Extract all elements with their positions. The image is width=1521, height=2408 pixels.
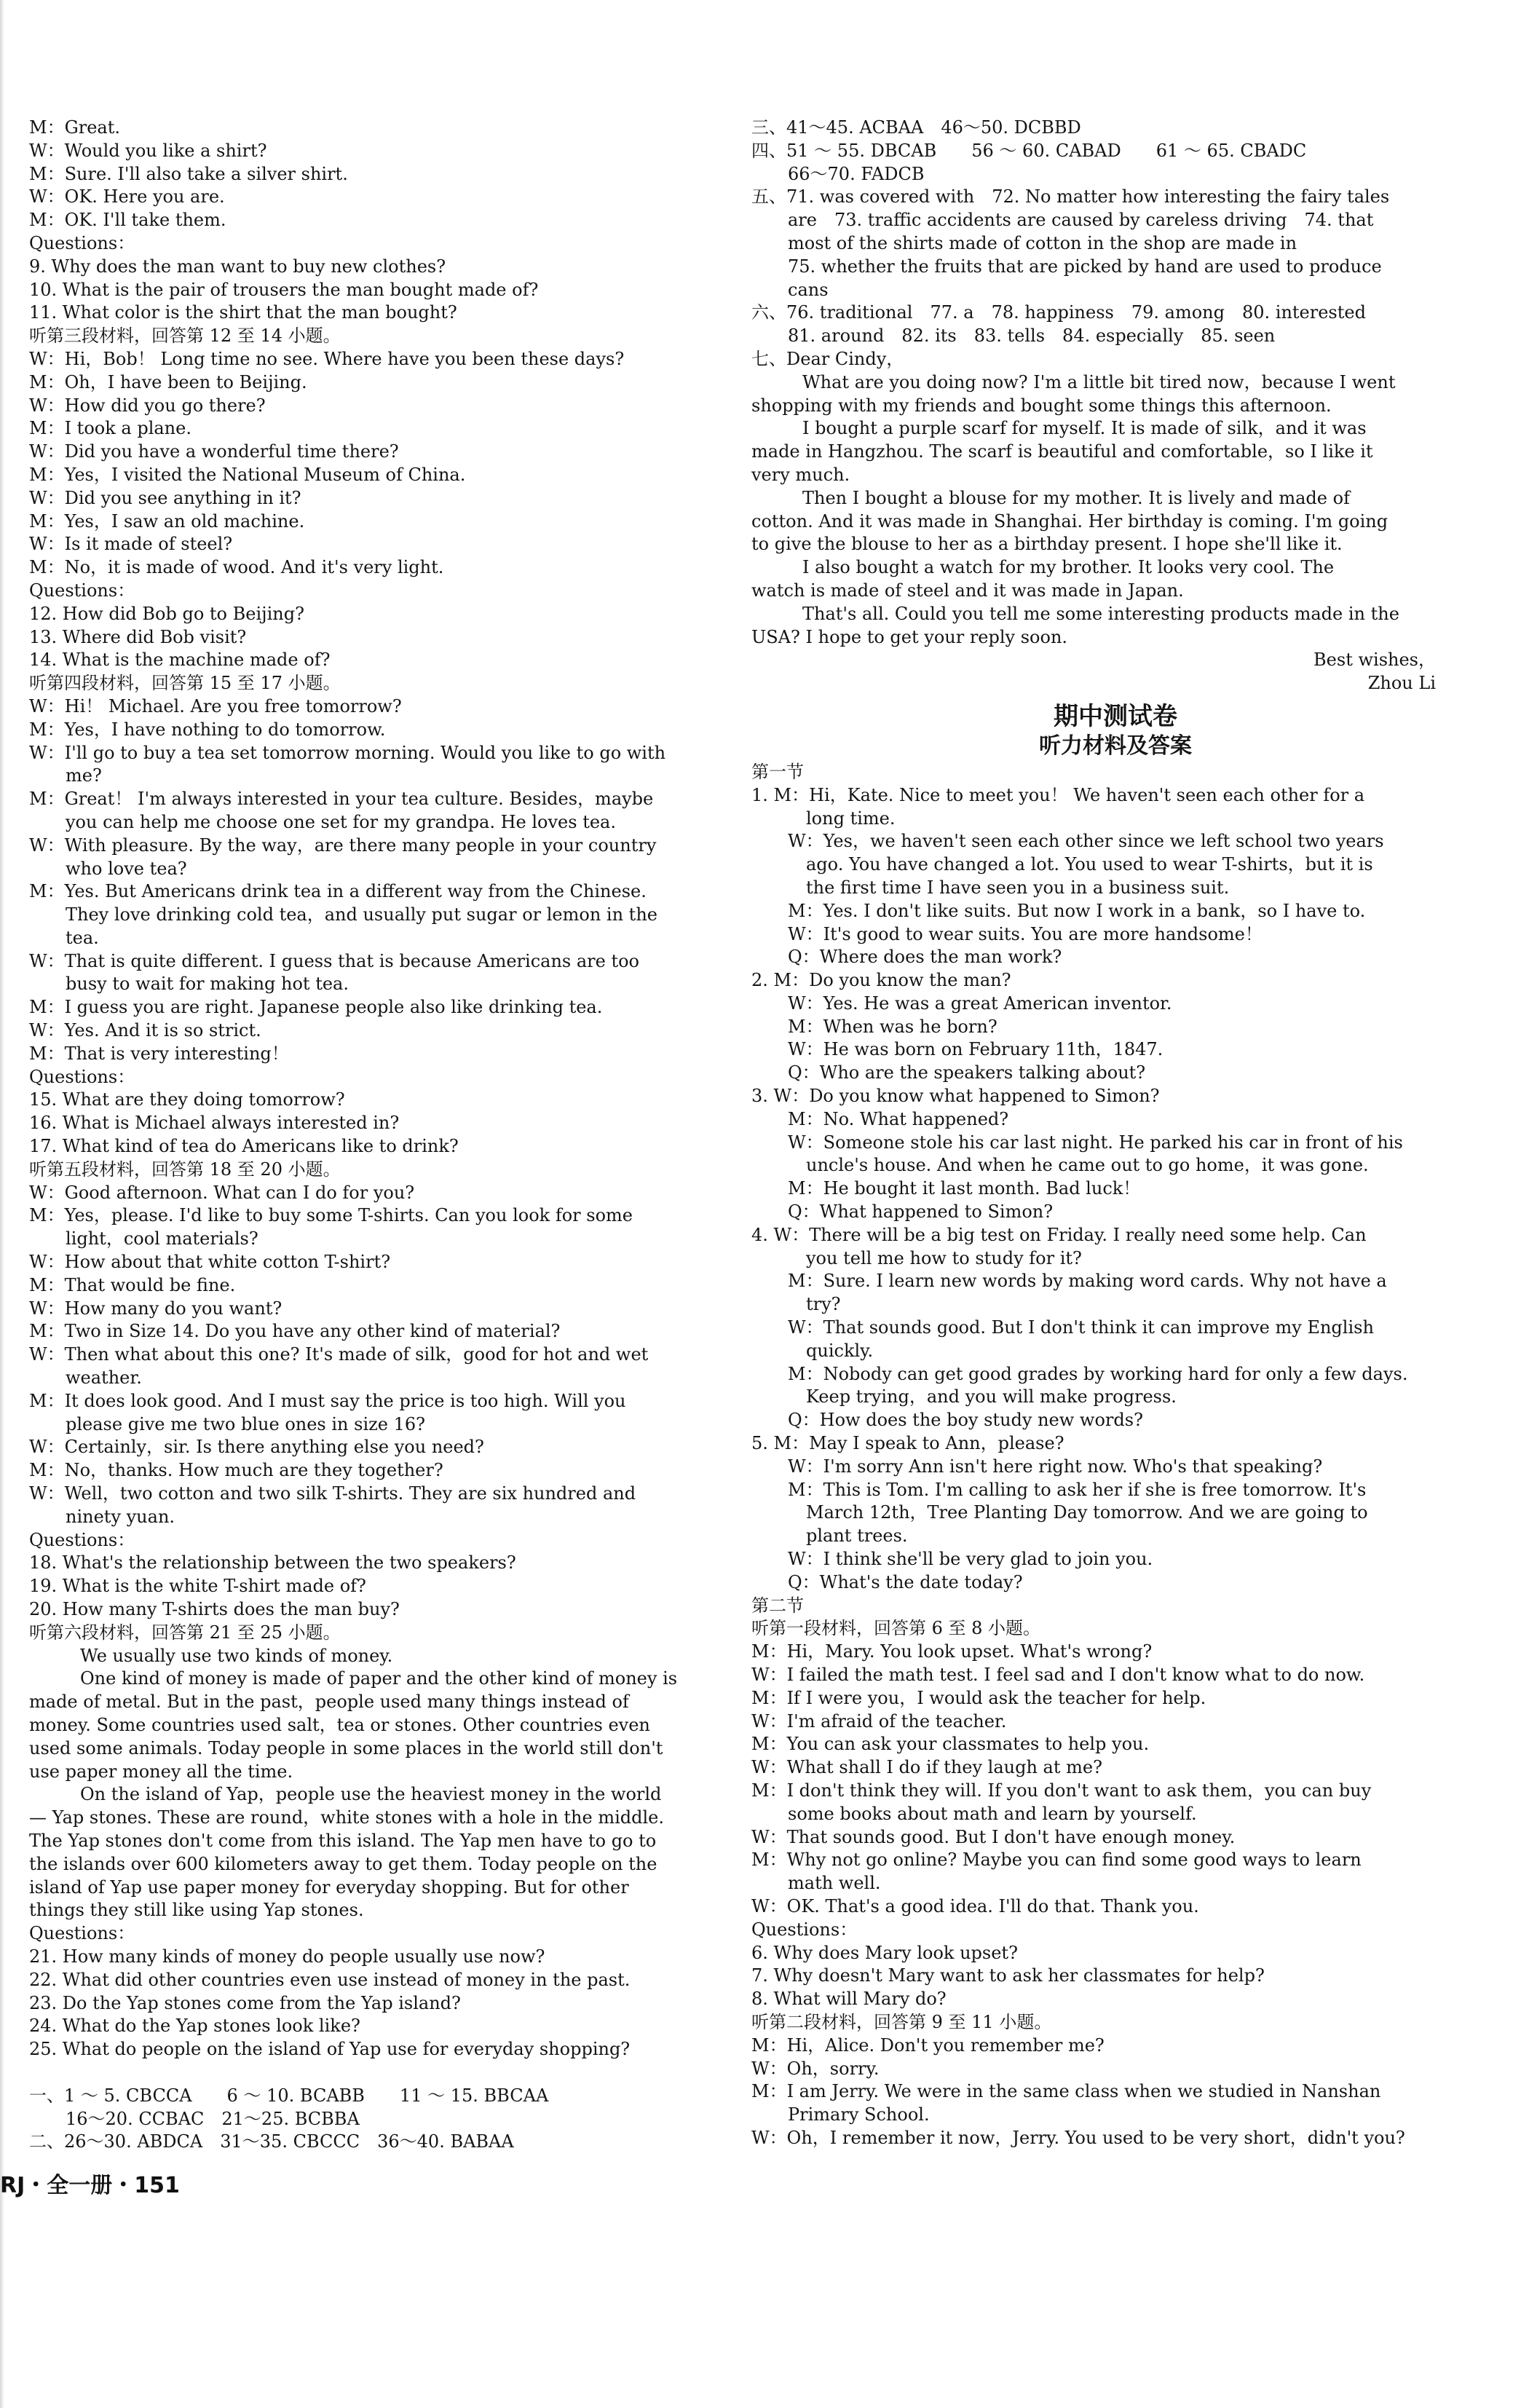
right-text-line: W：I'm afraid of the teacher.	[751, 1710, 1007, 1732]
right-text-line: 66～70. FADCB	[788, 163, 925, 184]
left-text-line: 10. What is the pair of trousers the man bought made of?	[29, 279, 539, 300]
left-text-line: W：How many do you want?	[29, 1298, 283, 1319]
left-text-line: M：No，it is made of wood. And it's very light.	[29, 557, 444, 578]
left-text-line: W：Yes. And it is so strict.	[29, 1020, 261, 1041]
right-text-line: M：When was he born?	[788, 1016, 997, 1037]
binding-edge	[0, 0, 4, 2408]
left-text-line: W：Certainly，sir. Is there anything else you need?	[29, 1437, 484, 1458]
right-text-line: W：Yes，we haven't seen each other since we left school two years	[788, 831, 1384, 852]
left-text-line: M：Yes，I saw an old machine.	[29, 510, 305, 532]
right-text-line: 1. M：Hi，Kate. Nice to meet you！ We haven't seen each other for a	[751, 784, 1365, 805]
left-text-line: M：Yes，please. I'd like to buy some T-shirts. Can you look for some	[29, 1205, 633, 1226]
right-text-line: Q：What's the date today?	[788, 1571, 1023, 1592]
right-text-line: 3. W：Do you know what happened to Simon?	[751, 1086, 1160, 1107]
right-text-line: are 73. traffic accidents are caused by careless driving 74. that	[788, 210, 1374, 231]
right-text-line: W：I'm sorry Ann isn't here right now. Who's that speaking?	[788, 1456, 1323, 1477]
left-text-line: M：Yes，I have nothing to do tomorrow.	[29, 719, 386, 740]
left-text-line: M：Sure. I'll also take a silver shirt.	[29, 163, 348, 184]
left-text-line: island of Yap use paper money for everyday shopping. But for other	[29, 1876, 629, 1898]
left-text-line: busy to wait for making hot tea.	[66, 974, 349, 995]
right-text-line: 6. Why does Mary look upset?	[751, 1942, 1018, 1963]
left-text-line: ninety yuan.	[66, 1506, 175, 1527]
right-text-line: Q：How does the boy study new words?	[788, 1410, 1143, 1431]
right-text-line: M：This is Tom. I'm calling to ask her if she is free tomorrow. It's	[788, 1479, 1367, 1500]
right-text-line: 81. around 82. its 83. tells 84. especially 85. seen	[788, 325, 1276, 347]
left-text-line: Questions：	[29, 1923, 135, 1944]
left-text-line: W：With pleasure. By the way，are there many people in your country	[29, 834, 657, 856]
left-text-line: 17. What kind of tea do Americans like to drink?	[29, 1136, 459, 1157]
left-text-line: W：Hi！ Michael. Are you free tomorrow?	[29, 695, 402, 717]
left-text-line: money. Some countries used salt，tea or stones. Other countries even	[29, 1714, 650, 1735]
right-text-line: very much.	[751, 464, 850, 485]
right-text-line: 三、41～45. ACBAA 46～50. DCBBD	[751, 117, 1081, 138]
right-text-line: W：That sounds good. But I don't think it can improve my English	[788, 1317, 1374, 1338]
right-text-line: shopping with my friends and bought some things this afternoon.	[751, 395, 1332, 416]
right-text-line: 听第二段材料，回答第 9 至 11 小题。	[751, 2011, 1052, 2032]
left-text-line: M：That would be fine.	[29, 1274, 236, 1295]
right-text-line: Zhou Li	[1367, 673, 1436, 694]
right-text-line: 六、76. traditional 77. a 78. happiness 79. among 80. interested	[751, 302, 1366, 323]
right-text-line: M：I am Jerry. We were in the same class when we studied in Nanshan	[751, 2081, 1381, 2102]
left-text-line: Questions：	[29, 1066, 135, 1087]
left-text-line: M：It does look good. And I must say the price is too high. Will you	[29, 1390, 626, 1411]
right-text-line: Then I bought a blouse for my mother. It is lively and made of	[802, 487, 1350, 508]
left-text-line: who love tea?	[66, 858, 187, 879]
left-text-line: W：Hi，Bob！ Long time no see. Where have you been these days?	[29, 348, 625, 369]
right-text-line: W：That sounds good. But I don't have enough money.	[751, 1826, 1236, 1847]
left-column	[29, 117, 684, 2154]
right-text-line: ago. You have changed a lot. You used to wear T-shirts，but it is	[806, 854, 1373, 875]
left-text-line: M：Yes. But Americans drink tea in a different way from the Chinese.	[29, 881, 647, 902]
right-text-line: 第二节	[751, 1595, 804, 1616]
right-text-line: W：Oh，I remember it now，Jerry. You used to be very short，didn't you?	[751, 2127, 1405, 2148]
right-text-line: 8. What will Mary do?	[751, 1989, 947, 2010]
left-text-line: 11. What color is the shirt that the man bought?	[29, 302, 457, 323]
left-text-line: On the island of Yap，people use the heaviest money in the world	[80, 1784, 662, 1805]
right-text-line: 5. M：May I speak to Ann，please?	[751, 1433, 1064, 1454]
right-text-line: I bought a purple scarf for myself. It is made of silk，and it was	[802, 418, 1367, 439]
right-text-line: W：I failed the math test. I feel sad and I don't know what to do now.	[751, 1665, 1365, 1685]
right-text-line: W：I think she'll be very glad to join you.	[788, 1549, 1153, 1570]
right-text-line: 2. M：Do you know the man?	[751, 970, 1011, 991]
left-text-line: 16. What is Michael always interested in?	[29, 1113, 400, 1134]
right-text-line: W：What shall I do if they laugh at me?	[751, 1757, 1102, 1778]
right-text-line: W：Yes. He was a great American inventor.	[788, 992, 1172, 1014]
left-text-line: 15. What are they doing tomorrow?	[29, 1089, 345, 1110]
right-text-line: Questions：	[751, 1919, 858, 1940]
right-text-line: math well.	[788, 1873, 881, 1894]
left-text-line: use paper money all the time.	[29, 1761, 293, 1782]
left-text-line: 22. What did other countries even use instead of money in the past.	[29, 1969, 631, 1990]
right-text-line: M：You can ask your classmates to help you.	[751, 1734, 1150, 1755]
right-text-line: watch is made of steel and it was made in Japan.	[751, 580, 1184, 601]
left-text-line: 24. What do the Yap stones look like?	[29, 2016, 360, 2037]
right-text-line: M：I don't think they will. If you don't want to ask them，you can buy	[751, 1780, 1372, 1801]
left-text-line: W：Would you like a shirt?	[29, 140, 267, 161]
left-text-line: The Yap stones don't come from this island. The Yap men have to go to	[29, 1830, 657, 1851]
left-text-line: things they still like using Yap stones.	[29, 1900, 364, 1921]
right-text-line: 听第一段材料，回答第 6 至 8 小题。	[751, 1618, 1041, 1639]
left-text-line: M：OK. I'll take them.	[29, 210, 226, 231]
left-text-line: W：Then what about this one? It's made of silk，good for hot and wet	[29, 1344, 649, 1365]
right-text-line: 期中测试卷	[1054, 701, 1177, 731]
left-text-line: 23. Do the Yap stones come from the Yap island?	[29, 1992, 461, 2013]
left-text-line: me?	[66, 765, 102, 786]
left-text-line: M：Great！ I'm always interested in your tea culture. Besides，maybe	[29, 789, 654, 810]
left-text-line: 二、26～30. ABDCA 31～35. CBCCC 36～40. BABAA	[29, 2131, 514, 2152]
right-text-line: I also bought a watch for my brother. It looks very cool. The	[802, 557, 1335, 578]
left-text-line: 18. What's the relationship between the two speakers?	[29, 1552, 516, 1574]
right-text-line: W：OK. That's a good idea. I'll do that. Thank you.	[751, 1895, 1199, 1916]
right-text-line: What are you doing now? I'm a little bit tired now，because I went	[802, 371, 1396, 392]
left-text-line: 14. What is the machine made of?	[29, 650, 331, 671]
right-text-line: M：Hi，Mary. You look upset. What's wrong?	[751, 1641, 1153, 1662]
right-text-line: long time.	[806, 808, 896, 829]
left-text-line: tea.	[66, 927, 99, 948]
left-text-line: 听第三段材料，回答第 12 至 14 小题。	[29, 325, 341, 347]
right-text-line: M：He bought it last month. Bad luck！	[788, 1178, 1141, 1199]
right-text-line: M：If I were you，I would ask the teacher for help.	[751, 1687, 1206, 1708]
left-text-line: 16～20. CCBAC 21～25. BCBBA	[66, 2108, 360, 2129]
left-text-line: They love drinking cold tea，and usually put sugar or lemon in the	[66, 904, 657, 925]
left-text-line: 听第五段材料，回答第 18 至 20 小题。	[29, 1158, 341, 1180]
left-text-line: M：Two in Size 14. Do you have any other kind of material?	[29, 1321, 561, 1342]
left-text-line: W：How about that white cotton T-shirt?	[29, 1252, 391, 1273]
right-text-line: 4. W：There will be a big test on Friday. I really need some help. Can	[751, 1224, 1367, 1245]
right-text-line: M：Hi，Alice. Don't you remember me?	[751, 2034, 1105, 2056]
left-text-line: W：Did you have a wonderful time there?	[29, 441, 399, 462]
right-text-line: 75. whether the fruits that are picked by hand are used to produce	[788, 256, 1382, 277]
right-text-line: 7. Why doesn't Mary want to ask her classmates for help?	[751, 1965, 1265, 1986]
page-footer: RJ・全一册・151	[0, 2173, 180, 2198]
right-text-line: That's all. Could you tell me some interesting products made in the	[802, 603, 1399, 624]
left-text-line: One kind of money is made of paper and the other kind of money is	[80, 1668, 678, 1689]
left-text-line: M：That is very interesting！	[29, 1043, 289, 1064]
left-text-line: 9. Why does the man want to buy new clothes?	[29, 256, 446, 277]
left-text-line: 听第六段材料，回答第 21 至 25 小题。	[29, 1622, 341, 1643]
left-text-line: We usually use two kinds of money.	[80, 1645, 393, 1666]
left-text-line: M：Yes，I visited the National Museum of China.	[29, 464, 466, 485]
right-text-line: uncle's house. And when he came out to go home，it was gone.	[806, 1155, 1369, 1176]
right-text-line: Q：What happened to Simon?	[788, 1201, 1054, 1223]
left-text-line: W：I'll go to buy a tea set tomorrow morning. Would you like to go with	[29, 742, 666, 763]
left-text-line: W：Did you see anything in it?	[29, 487, 301, 508]
right-text-line: W：It's good to wear suits. You are more handsome！	[788, 923, 1263, 944]
right-text-line: W：He was born on February 11th，1847.	[788, 1039, 1164, 1060]
right-text-line: Keep trying，and you will make progress.	[806, 1386, 1177, 1408]
right-text-line: quickly.	[806, 1340, 874, 1361]
left-text-line: made of metal. But in the past，people used many things instead of	[29, 1691, 629, 1713]
right-text-line: cans	[788, 279, 829, 300]
right-text-line: M：Nobody can get good grades by working hard for only a few days.	[788, 1363, 1408, 1384]
left-text-line: Questions：	[29, 232, 135, 253]
right-text-line: 四、51 ～ 55. DBCAB 56 ～ 60. CABAD 61 ～ 65. CBADC	[751, 140, 1307, 161]
left-text-line: 19. What is the white T-shirt made of?	[29, 1576, 366, 1597]
right-text-line: some books about math and learn by yourself.	[788, 1803, 1197, 1824]
right-text-line: March 12th，Tree Planting Day tomorrow. And we are going to	[806, 1502, 1368, 1523]
left-text-line: weather.	[66, 1367, 142, 1389]
right-text-line: you tell me how to study for it?	[806, 1247, 1082, 1268]
right-text-line: USA? I hope to get your reply soon.	[751, 626, 1068, 647]
right-text-line: W：Someone stole his car last night. He parked his car in front of his	[788, 1132, 1403, 1153]
right-text-line: Q：Where does the man work?	[788, 947, 1062, 968]
left-text-line: you can help me choose one set for my grandpa. He loves tea.	[66, 811, 616, 832]
left-text-line: M：I took a plane.	[29, 418, 191, 439]
left-text-line: W：OK. Here you are.	[29, 186, 225, 208]
right-text-line: Best wishes，	[1313, 650, 1436, 671]
left-text-line: 20. How many T-shirts does the man buy?	[29, 1599, 400, 1619]
left-text-line: please give me two blue ones in size 16?	[66, 1413, 426, 1434]
right-text-line: made in Hangzhou. The scarf is beautiful and comfortable，so I like it	[751, 441, 1373, 462]
left-text-line: W：How did you go there?	[29, 395, 266, 416]
left-text-line: W：Well，two cotton and two silk T-shirts. They are six hundred and	[29, 1483, 636, 1504]
left-text-line	[29, 2061, 684, 2085]
left-text-line: 13. Where did Bob visit?	[29, 626, 247, 647]
left-text-line: used some animals. Today people in some places in the world still don't	[29, 1737, 663, 1758]
right-text-line: M：Sure. I learn new words by making word cards. Why not have a	[788, 1271, 1387, 1292]
right-text-line: 五、71. was covered with 72. No matter how interesting the fairy tales	[751, 186, 1390, 208]
left-text-line: 12. How did Bob go to Beijing?	[29, 603, 304, 624]
right-text-line: the first time I have seen you in a business suit.	[806, 877, 1230, 898]
left-text-line: Questions：	[29, 580, 135, 601]
right-text-line: try?	[806, 1294, 841, 1315]
right-text-line: cotton. And it was made in Shanghai. Her birthday is coming. I'm going	[751, 510, 1388, 532]
right-text-line: most of the shirts made of cotton in the shop are made in	[788, 232, 1297, 253]
left-text-line: M：I guess you are right. Japanese people also like drinking tea.	[29, 997, 603, 1018]
right-column	[751, 117, 1479, 2150]
left-text-line: W：Is it made of steel?	[29, 534, 233, 555]
right-text-line: to give the blouse to her as a birthday present. I hope she'll like it.	[751, 534, 1343, 555]
left-text-line: M：Great.	[29, 117, 121, 138]
left-text-line: Questions：	[29, 1529, 135, 1550]
left-text-line: the islands over 600 kilometers away to get them. Today people on the	[29, 1853, 657, 1874]
left-text-line: M：Oh，I have been to Beijing.	[29, 371, 307, 392]
left-text-line: 听第四段材料，回答第 15 至 17 小题。	[29, 673, 341, 694]
right-text-line: plant trees.	[806, 1525, 908, 1547]
left-text-line: 21. How many kinds of money do people usually use now?	[29, 1946, 545, 1967]
right-text-line: Primary School.	[788, 2104, 930, 2125]
left-text-line: light，cool materials?	[66, 1228, 258, 1250]
right-text-line: 第一节	[751, 761, 804, 782]
left-text-line: W：That is quite different. I guess that is because Americans are too	[29, 950, 640, 971]
right-text-line: Q：Who are the speakers talking about?	[788, 1062, 1146, 1083]
left-text-line: 一、1 ～ 5. CBCCA 6 ～ 10. BCABB 11 ～ 15. BBCAA	[29, 2085, 549, 2106]
right-text-line: W：Oh，sorry.	[751, 2058, 880, 2079]
left-text-line: 25. What do people on the island of Yap use for everyday shopping?	[29, 2039, 631, 2060]
left-text-line: M：No，thanks. How much are they together?	[29, 1460, 443, 1481]
right-text-line: M：Yes. I don't like suits. But now I work in a bank，so I have to.	[788, 900, 1366, 921]
left-text-line: — Yap stones. These are round，white stones with a hole in the middle.	[29, 1807, 665, 1828]
right-text-line: M：No. What happened?	[788, 1108, 1009, 1129]
right-text-line: 七、Dear Cindy，	[751, 348, 904, 369]
left-text-line: W：Good afternoon. What can I do for you?	[29, 1182, 415, 1203]
right-text-line: M：Why not go online? Maybe you can find some good ways to learn	[751, 1850, 1362, 1871]
right-text-line: 听力材料及答案	[1039, 733, 1192, 759]
